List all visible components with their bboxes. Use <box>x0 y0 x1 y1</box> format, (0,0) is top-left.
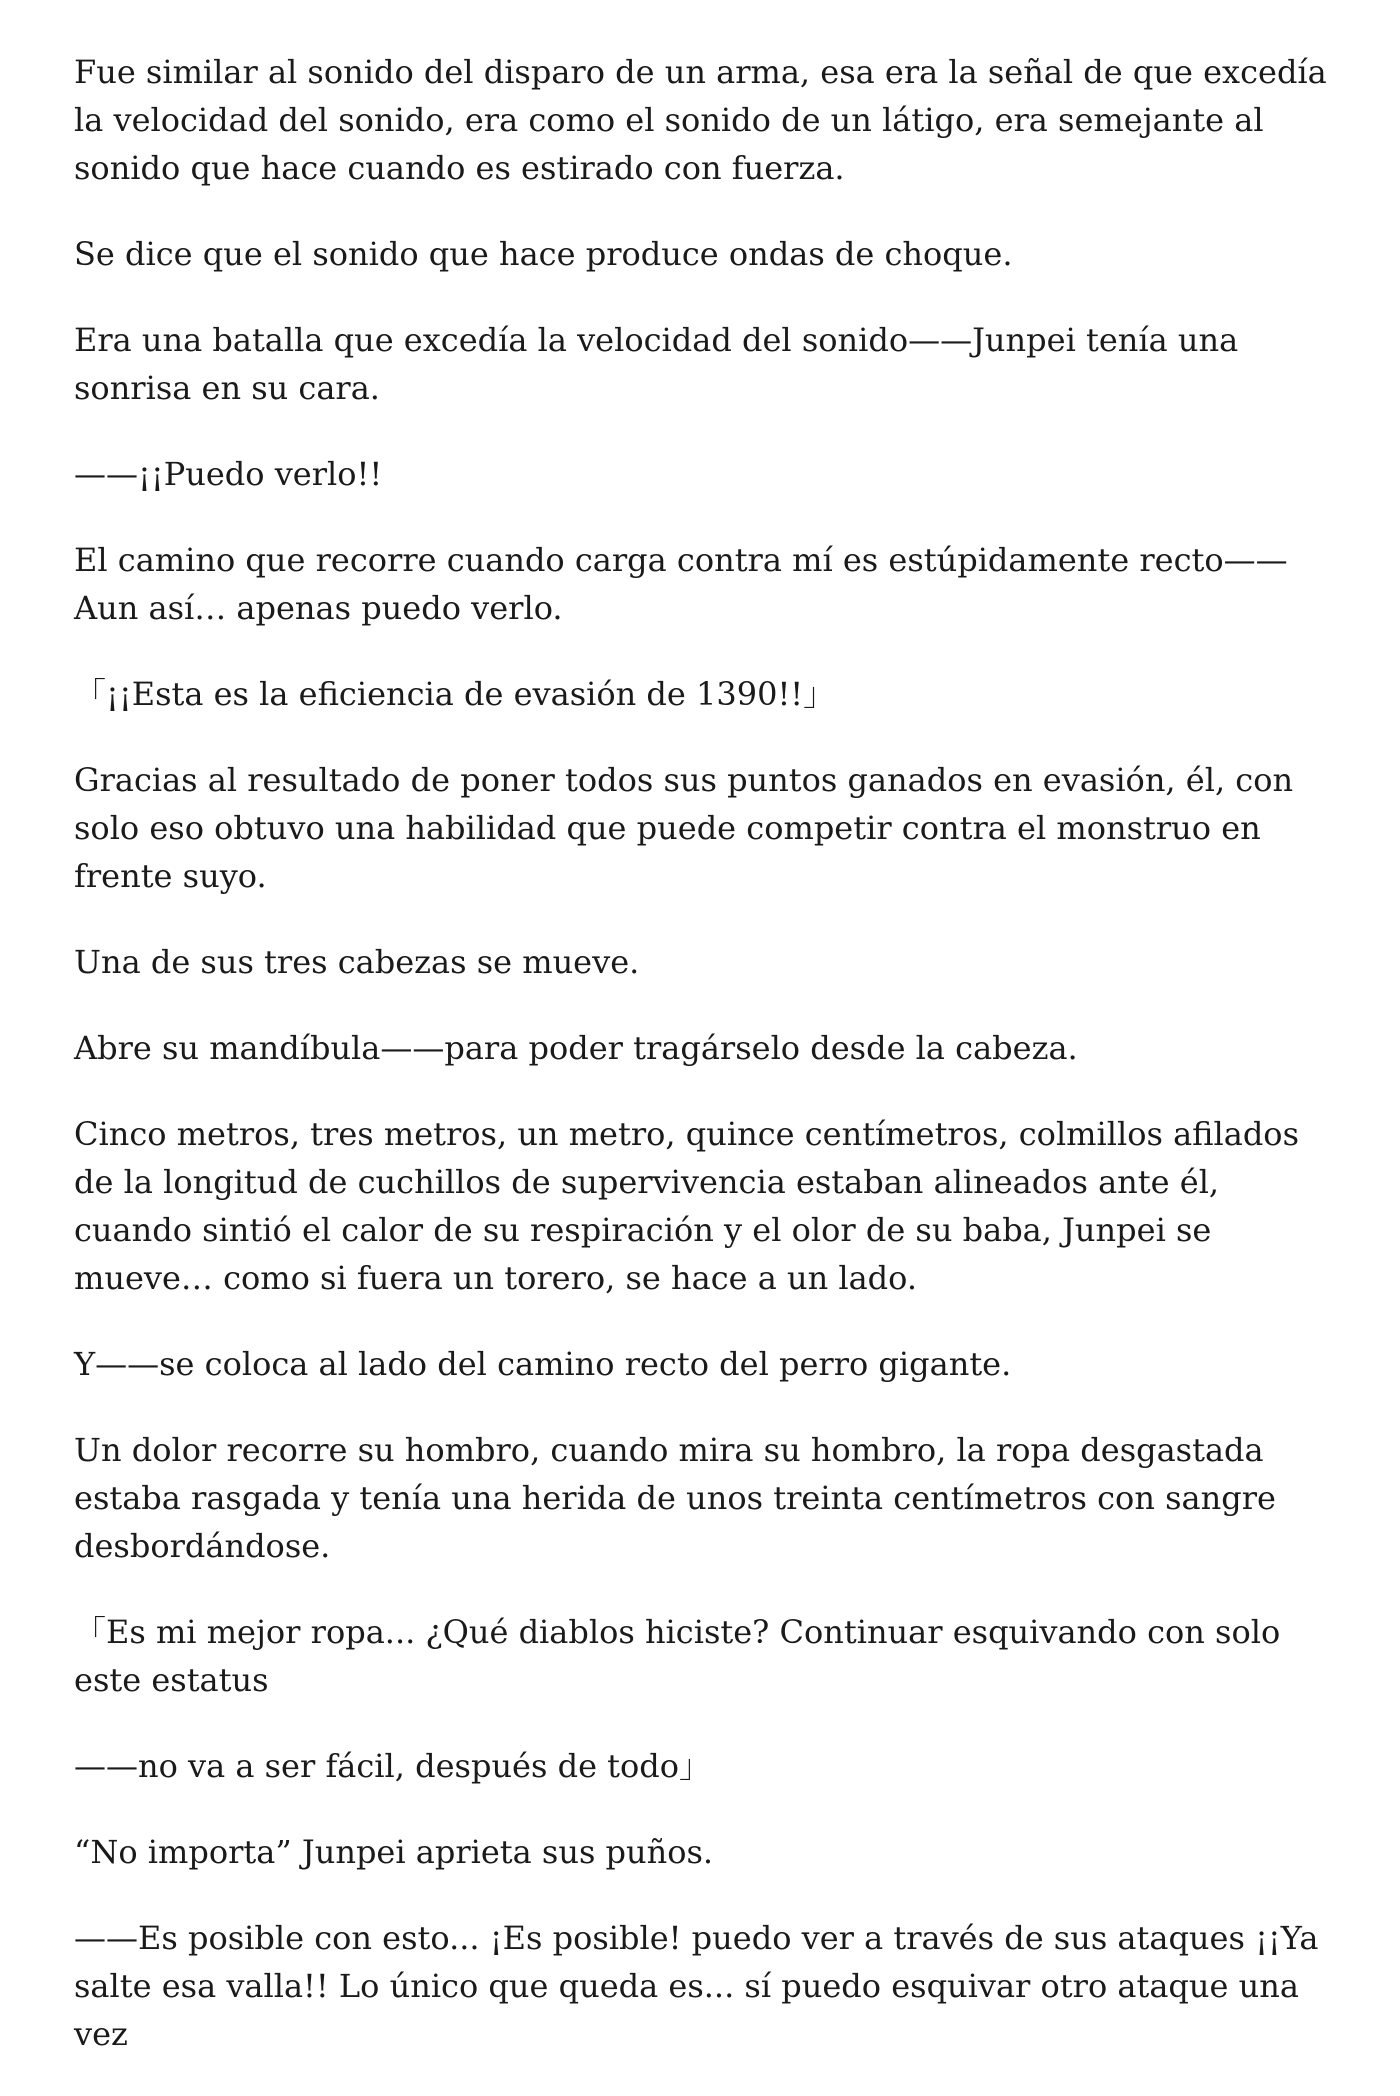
paragraph: Fue similar al sonido del disparo de un arma, esa era la señal de que excedía la velocidad del sonido, era como el sonido de un látigo, era semejante al sonido que hace cuando es estirado con fuerza. <box>74 53 1327 187</box>
paragraph: ——Es posible con esto... ¡Es posible! puedo ver a través de sus ataques ¡¡Ya salte esa valla!! Lo único que queda es... sí puedo esquivar otro ataque una vez <box>74 1919 1319 2053</box>
paragraph: El camino que recorre cuando carga contra mí es estúpidamente recto——Aun así… apenas puedo verlo. <box>74 541 1288 627</box>
paragraph: “No importa” Junpei aprieta sus puños. <box>74 1833 714 1871</box>
paragraph: Era una batalla que excedía la velocidad del sonido——Junpei tenía una sonrisa en su cara. <box>74 321 1239 407</box>
paragraph: ——no va a ser fácil, después de todo」 <box>74 1747 712 1785</box>
paragraph: 「¡¡Esta es la eficiencia de evasión de 1390!!」 <box>74 675 836 713</box>
paragraph: Y——se coloca al lado del camino recto del perro gigante. <box>74 1345 1012 1383</box>
document-page <box>74 48 1340 2096</box>
paragraph: Una de sus tres cabezas se mueve. <box>74 943 640 981</box>
paragraph: Gracias al resultado de poner todos sus puntos ganados en evasión, él, con solo eso obtuvo una habilidad que puede competir contra el monstruo en frente suyo. <box>74 761 1294 895</box>
paragraph: ——¡¡Puedo verlo!! <box>74 455 383 493</box>
paragraph: Un dolor recorre su hombro, cuando mira su hombro, la ropa desgastada estaba rasgada y tenía una herida de unos treinta centímetros con sangre desbordándose. <box>74 1431 1276 1565</box>
paragraph: Abre su mandíbula——para poder tragárselo desde la cabeza. <box>74 1029 1078 1067</box>
paragraph: Cinco metros, tres metros, un metro, quince centímetros, colmillos afilados de la longitud de cuchillos de supervivencia estaban alineados ante él, cuando sintió el calor de su respiración y el olor de su baba, Junpei se mueve… como si fuera un torero, se hace a un lado. <box>74 1115 1299 1297</box>
paragraph: 「Es mi mejor ropa... ¿Qué diablos hiciste? Continuar esquivando con solo este estatus <box>74 1613 1281 1699</box>
paragraph: Se dice que el sonido que hace produce ondas de choque. <box>74 235 1013 273</box>
